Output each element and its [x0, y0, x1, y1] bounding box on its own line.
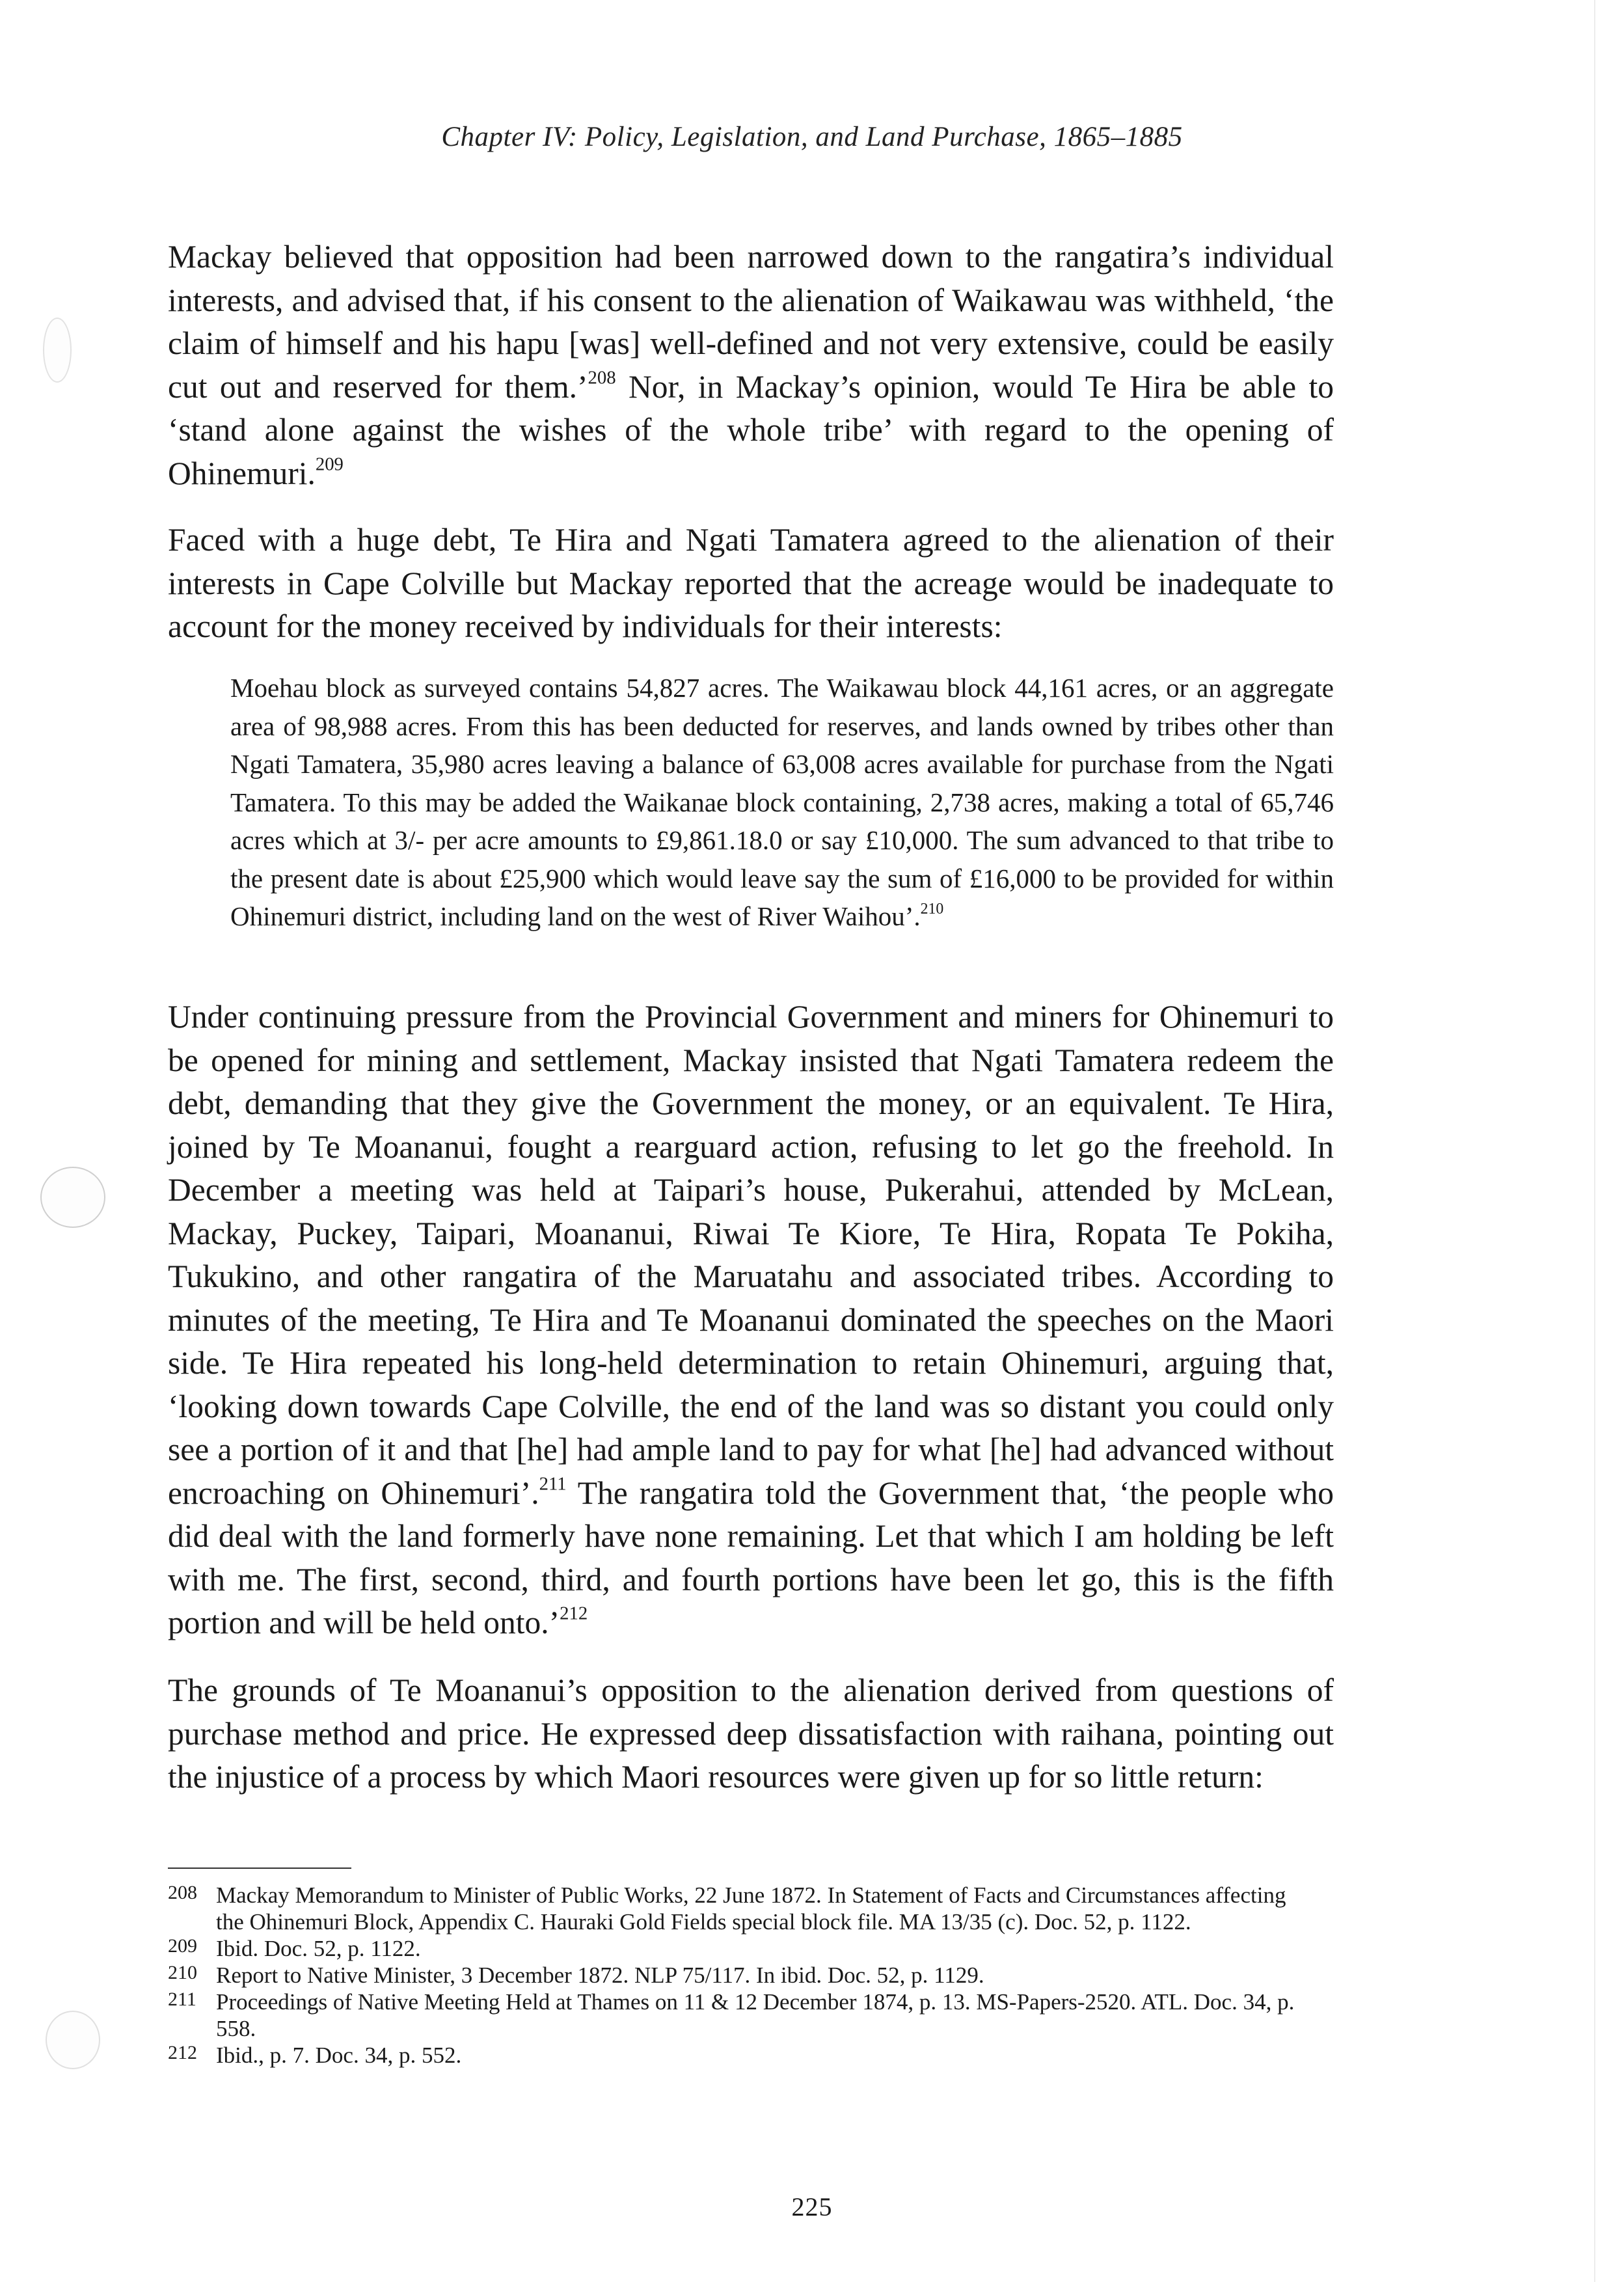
footnote-item	[168, 1989, 1300, 2042]
footnote-number: 208	[168, 1882, 197, 1903]
footnote-number: 209	[168, 1935, 197, 1957]
footnote-text: Ibid., p. 7. Doc. 34, p. 552.	[216, 2043, 462, 2068]
footnote-item	[168, 1962, 1300, 1989]
scan-edge-line	[1594, 0, 1595, 2282]
footnote-number: 211	[168, 1989, 196, 2010]
running-head: Chapter IV: Policy, Legislation, and Land Purchase, 1865–1885	[441, 122, 1183, 152]
footnote-ref[interactable]: 209	[315, 453, 344, 474]
paragraph-text: The rangatira told the Government that, ‘the people who did deal with the land formerly have none remaining. Let that which I am holding be left with me. The first, second, third, and fourth portions have been let go, this is the fifth portion and will be held onto.’	[168, 1474, 1334, 1640]
footnote-item	[168, 1935, 1300, 1962]
paragraph-text: Under continuing pressure from the Provincial Government and miners for Ohinemuri to be opened for mining and settlement, Mackay insisted that Ngati Tamatera redeem the debt, demanding that they give the Government the money, or an equivalent. Te Hira, joined by Te Moananui, fought a rearguard action, refusing to let go the freehold. In December a meeting was held at Taipari’s house, Pukerahui, attended by McLean, Mackay, Puckey, Taipari, Moananui, Riwai Te Kiore, Te Hira, Ropata Te Pokiha, Tukukino, and other rangatira of the Maruatahu and associated tribes. According to minutes of the meeting, Te Hira and Te Moananui dominated the speeches on the Maori side. Te Hira repeated his long-held determination to retain Ohinemuri, arguing that, ‘looking down towards Cape Colville, the end of the land was so distant you could only see a portion of it and that [he] had ample land to pay for what [he] had advanced without encroaching on Ohinemuri’.	[168, 999, 1334, 1511]
footnote-list	[168, 1882, 1300, 2069]
footnote-ref[interactable]: 212	[560, 1603, 588, 1624]
punch-hole-mark	[43, 318, 72, 383]
footnote-item	[168, 2042, 1300, 2069]
punch-hole-mark	[46, 2011, 100, 2069]
paragraph-text: Nor, in Mackay’s opinion, would Te Hira be able to ‘stand alone against the wishes of the whole tribe’ with regard to the opening of Ohinemuri.	[168, 368, 1334, 491]
paragraph-text: The grounds of Te Moananui’s opposition to the alienation derived from questions of purchase method and price. He expressed deep dissatisfaction with raihana, pointing out the injustice of a process by which Maori resources were given up for so little return:	[168, 1672, 1334, 1795]
footnote-text: Report to Native Minister, 3 December 1872. NLP 75/117. In ibid. Doc. 52, p. 1129.	[216, 1963, 984, 1988]
footnote-ref[interactable]: 208	[588, 366, 616, 388]
paragraph-text: Faced with a huge debt, Te Hira and Ngati Tamatera agreed to the alienation of their interests in Cape Colville but Mackay reported that the acreage would be inadequate to account for the money received by individuals for their interests:	[168, 522, 1334, 644]
body-paragraph-1	[168, 236, 1334, 495]
body-paragraph-2	[168, 519, 1334, 649]
paragraph-text: Mackay believed that opposition had been narrowed down to the rangatira’s individual interests, and advised that, if his consent to the alienation of Waikawau was withheld, ‘the claim of himself and his hapu [was] well-defined and not very extensive, could be easily cut out and reserved for them.’	[168, 239, 1334, 405]
block-quote	[230, 669, 1334, 936]
quote-text: Moehau block as surveyed contains 54,827 acres. The Waikawau block 44,161 acres, or an aggregate area of 98,988 acres. From this has been deducted for reserves, and lands owned by tribes other than Ngati Tamatera, 35,980 acres leaving a balance of 63,008 acres available for purchase from the Ngati Tamatera. To this may be added the Waikanae block containing, 2,738 acres, making a total of 65,746 acres which at 3/- per acre amounts to £9,861.18.0 or say £10,000. The sum advanced to that tribe to the present date is about £25,900 which would leave say the sum of £16,000 to be provided for within Ohinemuri district, including land on the west of River Waihou’.	[230, 673, 1334, 931]
footnote-text: Mackay Memorandum to Minister of Public Works, 22 June 1872. In Statement of Facts and Circumstances affecting the Ohinemuri Block, Appendix C. Hauraki Gold Fields special block file. MA 13/35 (c). Doc. 52, p. 1122.	[216, 1882, 1286, 1935]
body-paragraph-3	[168, 996, 1334, 1645]
footnote-text: Proceedings of Native Meeting Held at Thames on 11 & 12 December 1874, p. 13. MS-Papers-2520. ATL. Doc. 34, p. 558.	[216, 1989, 1295, 2041]
footnote-separator	[168, 1868, 351, 1869]
punch-hole-mark	[40, 1167, 105, 1228]
page-number: 225	[791, 2192, 833, 2221]
footnote-number: 212	[168, 2042, 197, 2063]
footnote-item	[168, 1882, 1300, 1935]
footnote-ref[interactable]: 210	[920, 901, 944, 918]
footnote-number: 210	[168, 1962, 197, 1983]
body-paragraph-4	[168, 1669, 1334, 1799]
footnote-text: Ibid. Doc. 52, p. 1122.	[216, 1936, 421, 1961]
footnote-ref[interactable]: 211	[539, 1473, 567, 1494]
